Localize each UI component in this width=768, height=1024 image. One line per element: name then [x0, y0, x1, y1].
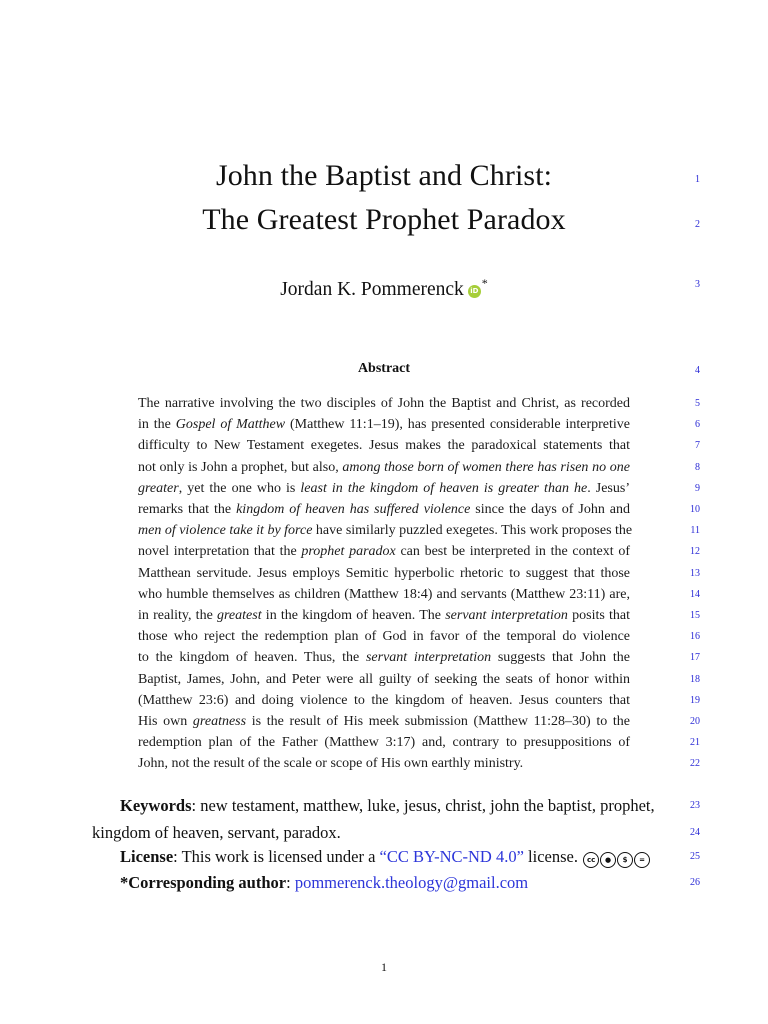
line-number: 1	[695, 174, 700, 185]
license-after: license.	[523, 847, 578, 866]
line-number: 14	[690, 588, 700, 600]
paper-title-line-2: The Greatest Prophet Paradox	[202, 203, 566, 236]
abstract-text: Baptist, James, John, and Peter were all guilty of seeking the seats of honor within	[138, 671, 630, 687]
abstract-text: John, not the result of the scale or scope of His own earthly ministry.	[138, 756, 524, 772]
paper-title-line-1: John the Baptist and Christ:	[215, 159, 553, 192]
abstract-italic-text: greater	[138, 480, 179, 496]
abstract-text: in the	[138, 417, 176, 433]
line-number: 23	[690, 800, 700, 811]
abstract-italic-text: servant interpretation	[365, 650, 492, 666]
abstract-text: since the days of John and	[470, 502, 630, 517]
abstract-text: , yet the one who is	[178, 480, 301, 496]
abstract-text: to the kingdom of heaven. Thus, the	[138, 650, 366, 666]
abstract-text: His own	[138, 714, 193, 729]
line-number: 10	[690, 504, 700, 515]
abstract-italic-text: servant interpretation	[445, 608, 568, 623]
abstract-line	[138, 542, 630, 562]
abstract-text: novel interpretation that the	[138, 544, 302, 560]
line-number: 4	[695, 365, 700, 376]
abstract-text: . Jesus’	[587, 480, 630, 496]
abstract-text: (Matthew 11:1–19), has presented considerable interpretive	[285, 417, 630, 433]
license-label: License	[120, 847, 174, 866]
abstract-text: (Matthew 23:6) and doing violence to the kingdom of heaven. Jesus counters that	[138, 692, 630, 708]
corresponding-email-link[interactable]: pommerenck.theology@gmail.com	[294, 873, 529, 892]
abstract-text: redemption plan of the Father (Matthew 3:17) and, contrary to presuppositions of	[138, 735, 630, 751]
abstract-text: suggests that John the	[491, 650, 630, 666]
abstract-line	[138, 458, 630, 478]
abstract-italic-text: greatest	[217, 608, 262, 623]
abstract-heading: Abstract	[357, 361, 411, 376]
line-number: 25	[690, 851, 700, 862]
orcid-icon[interactable]: iD	[468, 285, 481, 298]
abstract-text: Matthean servitude. Jesus employs Semitic hyperbolic rhetoric to suggest that those	[138, 565, 630, 581]
abstract-line	[138, 627, 630, 647]
cc-nd-icon: =	[634, 852, 650, 868]
author-name: Jordan K. Pommerenck	[280, 279, 464, 300]
abstract-line	[138, 712, 630, 732]
keywords-line-2: kingdom of heaven, servant, paradox.	[92, 823, 341, 842]
line-number: 6	[695, 419, 700, 431]
abstract-italic-text: greatness	[192, 714, 247, 729]
line-number: 7	[695, 440, 700, 452]
abstract-text: is the result of His meek submission (Matthew 11:28–30) to the	[246, 714, 630, 729]
line-number: 12	[690, 546, 700, 558]
abstract-italic-text: prophet paradox	[301, 544, 396, 560]
line-number: 9	[695, 482, 700, 494]
line-number: 3	[695, 279, 700, 290]
abstract-text: who humble themselves as children (Matthew 18:4) and servants (Matthew 23:11) are,	[138, 586, 630, 602]
abstract-text: The narrative involving the two disciples of John the Baptist and Christ, as recorded	[138, 396, 630, 411]
abstract-italic-text: among those born of women there has risen no one	[342, 459, 630, 475]
abstract-text: in the kingdom of heaven. The	[261, 608, 446, 623]
corresponding-sep: :	[286, 873, 295, 892]
abstract-text: those who reject the redemption plan of God in favor of the temporal do violence	[138, 629, 630, 645]
keywords-label: Keywords	[120, 796, 192, 815]
abstract-line	[138, 500, 630, 520]
license-text: : This work is licensed under a	[173, 847, 380, 866]
cc-cc-icon: cc	[583, 852, 599, 868]
abstract-italic-text: Gospel of Matthew	[175, 417, 286, 433]
abstract-text: in reality, the	[138, 608, 217, 623]
line-number: 21	[690, 737, 700, 749]
abstract-italic-text: least in the kingdom of heaven is greater than he	[300, 480, 588, 496]
keywords-line-1	[120, 795, 655, 817]
abstract-italic-text: kingdom of heaven has suffered violence	[236, 502, 471, 517]
line-number: 8	[695, 461, 700, 473]
cc-by-icon: ●	[600, 852, 616, 868]
line-number: 18	[690, 673, 700, 685]
corresponding-author-line	[120, 872, 528, 894]
cc-license-icons[interactable]	[582, 847, 650, 866]
abstract-line	[138, 691, 630, 711]
line-number: 19	[690, 694, 700, 706]
license-link[interactable]: “CC BY-NC-ND 4.0”	[379, 847, 524, 866]
line-number: 20	[690, 716, 700, 727]
abstract-line	[138, 733, 630, 753]
abstract-line	[138, 670, 630, 690]
abstract-text: posits that	[567, 608, 631, 623]
line-number: 16	[690, 631, 700, 643]
line-number: 24	[690, 827, 700, 838]
abstract-line	[138, 564, 630, 584]
license-line	[120, 846, 650, 868]
abstract-line	[138, 754, 630, 774]
abstract-line	[138, 436, 630, 456]
abstract-text: have similarly puzzled exegetes. This work proposes the	[312, 523, 633, 539]
line-number: 5	[695, 398, 700, 409]
author-line	[0, 270, 768, 303]
cc-nc-icon: $	[617, 852, 633, 868]
abstract-line	[138, 394, 630, 414]
abstract-text: can best be interpreted in the context of	[395, 544, 630, 560]
keywords-text-1: : new testament, matthew, luke, jesus, christ, john the baptist, prophet,	[191, 796, 655, 815]
abstract-line	[138, 585, 630, 605]
abstract-line	[138, 648, 630, 668]
abstract-text: remarks that the	[138, 502, 237, 517]
line-number: 22	[690, 758, 700, 770]
corresponding-label: *Corresponding author	[120, 873, 287, 892]
author-footnote-mark: *	[481, 276, 488, 290]
abstract-line	[138, 479, 630, 499]
line-number: 2	[695, 219, 700, 230]
abstract-text: not only is John a prophet, but also,	[138, 459, 343, 475]
line-number: 11	[690, 525, 700, 537]
line-number: 17	[690, 652, 700, 664]
line-number: 26	[690, 877, 700, 888]
line-number: 15	[690, 610, 700, 621]
line-number: 13	[690, 567, 700, 579]
abstract-line	[138, 415, 630, 435]
page-number: 1	[381, 960, 387, 974]
abstract-text: difficulty to New Testament exegetes. Jesus makes the paradoxical statements that	[138, 438, 630, 454]
abstract-italic-text: men of violence take it by force	[138, 523, 313, 539]
abstract-line	[138, 606, 630, 626]
abstract-line	[138, 521, 633, 541]
